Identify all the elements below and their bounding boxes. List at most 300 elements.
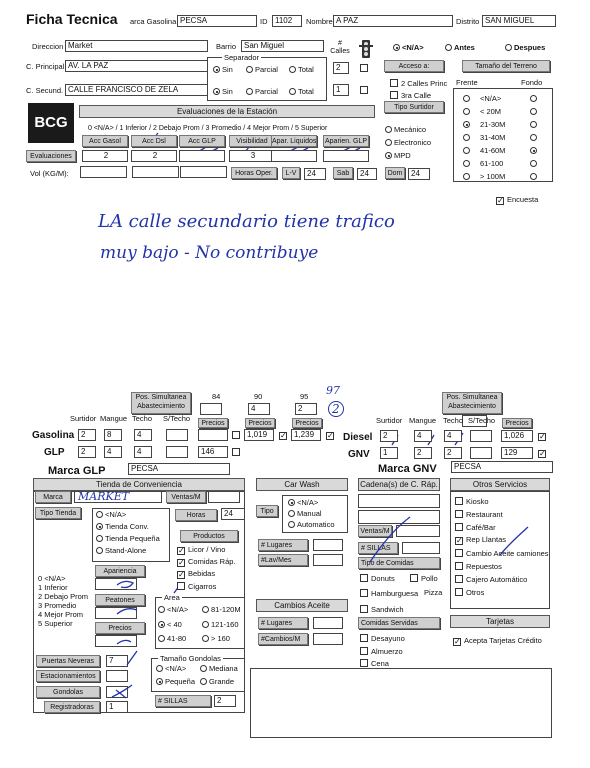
- barrio-field[interactable]: San Miguel: [241, 40, 324, 52]
- carwash-opt-0-text: <N/A>: [297, 498, 319, 507]
- cambios-aceite-title: Cambios Aceite: [256, 599, 348, 612]
- pos90-field[interactable]: 4: [248, 403, 270, 415]
- frente-radio-0[interactable]: [463, 95, 472, 103]
- estac-field[interactable]: [106, 670, 128, 682]
- ventas-field[interactable]: [208, 491, 240, 503]
- desayuno-check[interactable]: Desayuno: [360, 634, 405, 643]
- scale-label-3: 3 Promedio: [38, 601, 77, 610]
- diesel-field-1[interactable]: 4: [414, 430, 432, 442]
- sep2-sin[interactable]: Sin: [213, 88, 233, 96]
- productos-label: Productos: [180, 530, 238, 542]
- gondola-opt-3-text: Grande: [209, 677, 235, 686]
- fondo-radio-4[interactable]: [530, 147, 539, 155]
- producto-0-checkbox[interactable]: ✓: [178, 546, 185, 555]
- evaluaciones-row-label: Evaluaciones: [26, 150, 76, 162]
- area-opt-4[interactable]: [158, 635, 186, 643]
- otros-item-0-text: Kiosko: [466, 497, 489, 506]
- diesel-field-2[interactable]: 4: [444, 430, 462, 442]
- sep1-sin[interactable]: Sin: [213, 66, 233, 74]
- eval-field-0[interactable]: 2: [82, 150, 128, 162]
- handwritten-note-line2: muy bajo - No contribuye: [100, 243, 319, 263]
- otros-item-2-checkbox[interactable]: [455, 523, 463, 531]
- dom-field[interactable]: 24: [408, 168, 430, 180]
- fondo-radio-3[interactable]: [530, 134, 539, 142]
- tienda-opt-1-radio[interactable]: [96, 523, 103, 530]
- tam-gond-label: Tamaño Gondolas: [160, 654, 221, 663]
- precios-dsl-label: Precios: [502, 418, 532, 428]
- otros-item-5-checkbox[interactable]: [455, 562, 463, 570]
- acceso-button[interactable]: Acceso a:: [384, 60, 444, 72]
- pos-sim-dsl-label: Pos. Simultanea Abastecimiento: [442, 392, 502, 414]
- gondola-opt-3-radio[interactable]: [200, 678, 207, 685]
- gnv-field-0[interactable]: 1: [380, 447, 398, 459]
- tienda-opt-1[interactable]: [96, 523, 149, 531]
- diesel-label: Diesel: [343, 432, 373, 443]
- tienda-opt-0[interactable]: [96, 511, 126, 519]
- otros-item-6[interactable]: [455, 575, 527, 584]
- otros-item-6-checkbox[interactable]: [455, 575, 463, 583]
- fondo-radio-2[interactable]: [530, 121, 539, 129]
- distrito-field[interactable]: SAN MIGUEL: [482, 15, 556, 27]
- gondola-opt-1-text: Mediana: [209, 664, 238, 673]
- area-opt-3-radio[interactable]: [202, 621, 209, 628]
- area-opt-2-text: < 40: [167, 620, 182, 629]
- tienda-opt-3-radio[interactable]: [96, 547, 103, 554]
- size-label-0: <N/A>: [480, 94, 502, 103]
- sep2-parcial[interactable]: Parcial: [246, 88, 278, 96]
- vol-field-1[interactable]: [80, 166, 127, 178]
- diesel-field-3[interactable]: [470, 430, 492, 442]
- cw-lugares-field[interactable]: [313, 539, 343, 551]
- cadena-field-1[interactable]: [358, 494, 440, 508]
- price95-check[interactable]: ✓: [327, 431, 334, 440]
- glp-field-1[interactable]: 4: [104, 446, 122, 458]
- tamano-terreno-button[interactable]: Tamaño del Terreno: [462, 60, 550, 72]
- ventas-label: Ventas/M: [166, 491, 206, 503]
- producto-3-checkbox[interactable]: [177, 582, 185, 590]
- gnv-price-field[interactable]: 129: [501, 447, 533, 459]
- otros-item-4[interactable]: [455, 549, 549, 558]
- otros-item-7-checkbox[interactable]: [455, 588, 463, 596]
- carwash-opt-0-radio[interactable]: [288, 499, 295, 506]
- area-opt-5-text: > 160: [211, 634, 230, 643]
- peatones-label: Peatones: [95, 594, 145, 606]
- area-opt-2-radio[interactable]: [158, 621, 165, 628]
- gondola-opt-2[interactable]: [156, 678, 195, 686]
- esquinas-check[interactable]: 2 Calles Princ: [390, 79, 447, 88]
- traffic-light-icon: [359, 40, 373, 60]
- dsl-col-surtidor: Surtidor: [376, 416, 403, 425]
- encuesta-check[interactable]: ✓ Encuesta: [497, 195, 539, 205]
- acepta-tarjetas-check[interactable]: ✓ Acepta Tarjetas Crédito: [454, 636, 542, 646]
- frente-radio-4[interactable]: [463, 147, 472, 155]
- diesel-field-0[interactable]: 2: [380, 430, 398, 442]
- frente-radio-3[interactable]: [463, 134, 472, 142]
- oct95-label: 95: [300, 392, 309, 401]
- eval-col-1: Acc Dsl: [131, 135, 177, 147]
- precios-84-label: Precios: [198, 418, 228, 428]
- gondola-opt-1[interactable]: [200, 665, 238, 673]
- marca-gnv-field[interactable]: PECSA: [451, 461, 553, 473]
- hamburguesa-check[interactable]: Hamburguesa: [360, 589, 418, 598]
- cw-lugares-label: # Lugares: [258, 539, 308, 551]
- marca-gnv-label: Marca GNV: [378, 463, 437, 475]
- sep1-parcial[interactable]: Parcial: [246, 66, 278, 74]
- gasolina-field-0[interactable]: 2: [78, 429, 96, 441]
- gondola-opt-3[interactable]: [200, 678, 234, 686]
- tienda-precios-label: Precios: [95, 622, 145, 634]
- carwash-tipo-label: Tipo: [256, 505, 278, 517]
- cw-lav-label: #Lav/Mes: [258, 554, 308, 566]
- scale-label-1: 1 Inferior: [38, 583, 68, 592]
- cadena-ventas-field[interactable]: [396, 525, 440, 537]
- calles-field[interactable]: 2: [333, 62, 349, 74]
- cw-lav-field[interactable]: [313, 554, 343, 566]
- marca-glp-label: Marca GLP: [48, 465, 106, 477]
- otros-item-5-text: Repuestos: [466, 562, 502, 571]
- tipo-surtidor-button[interactable]: Tipo Surtidor: [384, 101, 444, 113]
- mecanico-radio[interactable]: Mecánico: [385, 126, 426, 134]
- eval-field-2[interactable]: [179, 150, 225, 162]
- otros-item-5[interactable]: [455, 562, 502, 571]
- area-opt-2[interactable]: [158, 621, 182, 629]
- eval-col-2: Acc GLP: [179, 135, 225, 147]
- size-label-3: 31-40M: [480, 133, 506, 142]
- apariencia-field[interactable]: [95, 578, 137, 590]
- producto-1-text: Comidas Ráp.: [188, 557, 236, 566]
- puertas-field[interactable]: 7: [106, 655, 128, 667]
- id-field[interactable]: 1102: [272, 15, 302, 27]
- lv-label: L-V: [282, 167, 300, 179]
- cprincipal-label: C. Principal: [26, 62, 65, 71]
- marca-gasolina-field[interactable]: PECSA: [177, 15, 257, 27]
- cadena-sillas-field[interactable]: [402, 542, 440, 554]
- scale-label-4: 4 Mejor Prom: [38, 610, 84, 619]
- pizza-label: Pizza: [424, 588, 443, 597]
- tienda-opt-3[interactable]: [96, 547, 146, 555]
- size-label-4: 41-60M: [480, 146, 506, 155]
- oct84-label: 84: [212, 392, 221, 401]
- area-opt-0-radio[interactable]: [158, 606, 165, 613]
- cadena-ventas-label: Ventas/M: [358, 525, 392, 537]
- apariencia-label: Apariencia: [95, 565, 145, 577]
- cambios-mes-label: #Cambios/M: [258, 633, 308, 645]
- glp-label: GLP: [44, 447, 65, 458]
- otros-item-1-text: Restaurant: [466, 510, 503, 519]
- dsl-col-mangue: Mangue: [409, 416, 437, 425]
- eval-field-1[interactable]: 2: [131, 150, 177, 162]
- direccion-field[interactable]: Market: [65, 40, 208, 52]
- gondola-opt-2-text: Pequeña: [165, 677, 196, 686]
- tienda-opt-3-text: Stand-Alone: [105, 546, 147, 555]
- tienda-opt-0-radio[interactable]: [96, 511, 103, 518]
- tipo-comidas-label: Tipo de Comidas: [358, 557, 440, 569]
- pos-sim-gas-label: Pos. Simultanea Abastecimiento: [131, 392, 191, 414]
- frente-label: Frente: [456, 78, 478, 87]
- area-opt-1-text: 81-120M: [211, 605, 241, 614]
- eval-col-0: Acc Gasol: [82, 135, 128, 147]
- pos84-field[interactable]: [200, 403, 222, 415]
- comments-box[interactable]: [250, 668, 552, 738]
- gas-col-surtidor: Surtidor: [70, 414, 97, 423]
- carwash-title: Car Wash: [256, 478, 348, 491]
- option-despues[interactable]: Despues: [505, 44, 545, 52]
- area-opt-0-text: <N/A>: [167, 605, 189, 614]
- id-label: ID: [260, 17, 268, 26]
- fondo-label: Fondo: [521, 78, 543, 87]
- otros-item-0[interactable]: [455, 497, 489, 506]
- option-antes[interactable]: Antes: [445, 44, 475, 52]
- cadena-sillas-label: # SILLAS: [358, 542, 398, 554]
- sep2-total[interactable]: Total: [289, 88, 314, 96]
- eval-col-5: Aparien. GLP: [323, 135, 369, 147]
- size-label-1: < 20M: [480, 107, 502, 116]
- gas-col-mangue: Mangue: [100, 414, 128, 423]
- dsl-price-check[interactable]: ✓: [539, 432, 546, 441]
- dsl-price-field[interactable]: 1,026: [501, 430, 533, 442]
- otros-item-3-text: Rep Llantas: [466, 535, 507, 544]
- tarjetas-title: Tarjetas: [450, 615, 550, 628]
- eval-field-3[interactable]: 3: [229, 150, 275, 162]
- price90-field[interactable]: 1,019: [244, 429, 274, 441]
- producto-2-checkbox[interactable]: ✓: [178, 570, 185, 579]
- gas-col-techo: Techo: [132, 414, 153, 423]
- cprincipal-field[interactable]: AV. LA PAZ: [65, 60, 208, 72]
- producto-3-text: Cigarros: [188, 582, 217, 591]
- pos97-handwritten: 2: [328, 401, 344, 417]
- precios-90-label: Precios: [245, 418, 275, 428]
- area-opt-3[interactable]: [202, 621, 239, 629]
- sab-label: Sab: [333, 167, 353, 179]
- area-opt-4-radio[interactable]: [158, 635, 165, 642]
- area-label: Area: [164, 593, 180, 602]
- carwash-opt-2[interactable]: [288, 521, 335, 529]
- bcg-logo: BCG: [28, 103, 74, 143]
- registradoras-field[interactable]: 1: [106, 701, 128, 713]
- producto-2-text: Bebidas: [188, 569, 216, 578]
- distrito-label: Distrito: [456, 17, 480, 26]
- direccion-label: Direccion: [32, 42, 64, 51]
- producto-0-text: Licor / Vino: [188, 545, 226, 554]
- calles-label: # Calles: [330, 40, 350, 55]
- gondolas-field[interactable]: [106, 686, 128, 698]
- size-label-6: > 100M: [480, 172, 506, 181]
- area-opt-0[interactable]: [158, 606, 188, 614]
- option-na-top[interactable]: <N/A>: [393, 44, 424, 52]
- area-opt-5-radio[interactable]: [202, 635, 209, 642]
- gnv-field-2[interactable]: 2: [444, 447, 462, 459]
- gondola-opt-2-radio[interactable]: [156, 678, 163, 685]
- dom-label: Dom: [385, 167, 405, 179]
- scale-label-5: 5 Superior: [38, 619, 73, 628]
- pollo-check[interactable]: Pollo: [410, 574, 438, 583]
- producto-3[interactable]: [177, 582, 216, 591]
- otros-item-6-text: Cajero Automático: [466, 575, 528, 584]
- nombre-label: Nombre: [306, 17, 333, 26]
- ca-lugares-field[interactable]: [313, 617, 343, 629]
- comidas-servidas-label: Comidas Servidas: [358, 617, 440, 629]
- otros-item-1-checkbox[interactable]: [455, 510, 463, 518]
- donuts-check[interactable]: Donuts: [360, 574, 395, 583]
- carwash-opt-1-radio[interactable]: [288, 510, 295, 517]
- size-label-2: 21-30M: [480, 120, 506, 129]
- tienda-sillas-label: # SILLAS: [155, 695, 211, 707]
- fondo-radio-0[interactable]: [530, 95, 539, 103]
- vol-field-2[interactable]: [132, 166, 179, 178]
- horas-field[interactable]: 24: [221, 508, 245, 520]
- electronico-radio[interactable]: Electronico: [385, 139, 431, 147]
- tienda-opt-2[interactable]: [96, 535, 160, 543]
- eval-col-4: Apar. Liquidos: [271, 135, 317, 147]
- tienda-precios-field[interactable]: [95, 635, 137, 647]
- registradoras-label: Registradoras: [44, 701, 100, 713]
- tienda-opt-0-text: <N/A>: [105, 510, 127, 519]
- otros-item-3[interactable]: [455, 536, 506, 545]
- size-label-5: 61-100: [480, 159, 504, 168]
- otros-item-4-checkbox[interactable]: [455, 549, 463, 557]
- fondo-radio-6[interactable]: [530, 173, 539, 181]
- frente-radio-6[interactable]: [463, 173, 472, 181]
- csecund-field[interactable]: CALLE FRANCISCO DE ZELA: [65, 84, 208, 96]
- cadena-title: Cadena(s) de C. Ráp.: [358, 478, 440, 491]
- gasolina-field-3[interactable]: [166, 429, 188, 441]
- sep1-total[interactable]: Total: [289, 66, 314, 74]
- tercera-check[interactable]: 3ra Calle: [390, 91, 431, 100]
- carwash-opt-2-text: Automatico: [297, 520, 335, 529]
- lv-field[interactable]: 24: [304, 168, 326, 180]
- fondo-radio-5[interactable]: [530, 160, 539, 168]
- marca-gasolina-label: arca Gasolina: [130, 17, 177, 26]
- eval-field-4[interactable]: [271, 150, 317, 162]
- price95-field[interactable]: 1,239: [291, 429, 321, 441]
- tienda-marca-handwritten: MARKET: [78, 490, 130, 503]
- carwash-opt-1[interactable]: [288, 510, 322, 518]
- fondo-radio-1[interactable]: [530, 108, 539, 116]
- gnv-field-3[interactable]: [470, 447, 492, 459]
- frente-radio-2[interactable]: [463, 121, 472, 129]
- gasolina-field-1[interactable]: 8: [104, 429, 122, 441]
- otros-item-2[interactable]: [455, 523, 496, 532]
- gnv-label: GNV: [348, 449, 370, 460]
- sandwich-check[interactable]: Sandwich: [360, 605, 404, 614]
- otros-item-3-checkbox[interactable]: ✓: [456, 536, 463, 545]
- gondolas-label: Gondolas: [36, 686, 100, 698]
- marca-glp-field[interactable]: PECSA: [128, 463, 230, 475]
- gasolina-field-2[interactable]: 4: [134, 429, 152, 441]
- tienda-opt-1-text: Tienda Conv.: [105, 522, 149, 531]
- oct97-handwritten: 97: [326, 384, 340, 397]
- barrio-label: Barrio: [216, 42, 237, 51]
- gnv-field-1[interactable]: 2: [414, 447, 432, 459]
- eval-field-5[interactable]: [323, 150, 369, 162]
- area-opt-1[interactable]: [202, 606, 241, 614]
- cena-check[interactable]: Cena: [360, 659, 389, 668]
- area-opt-4-text: 41-80: [167, 634, 187, 643]
- gasolina-label: Gasolina: [32, 430, 75, 441]
- price90-check[interactable]: ✓: [280, 431, 287, 440]
- csecund-label: C. Secund.: [26, 86, 64, 95]
- otros-item-0-checkbox[interactable]: [455, 497, 463, 505]
- tienda-title: Tienda de Conveniencia: [33, 478, 245, 491]
- glp-field-3[interactable]: [166, 446, 188, 458]
- glp-price-field[interactable]: 146: [198, 446, 228, 458]
- tienda-opt-2-radio[interactable]: [96, 535, 103, 542]
- pos95-field[interactable]: 2: [295, 403, 317, 415]
- price84-field[interactable]: [198, 429, 228, 441]
- gondola-opt-0-text: <N/A>: [165, 664, 187, 673]
- gondola-opt-0-radio[interactable]: [156, 665, 163, 672]
- tipo-tienda-button[interactable]: Tipo Tienda: [35, 507, 81, 519]
- oct90-label: 90: [254, 392, 263, 401]
- nombre-field[interactable]: A PAZ: [333, 15, 453, 27]
- horas-oper-label: Horas Oper.: [231, 167, 277, 179]
- carwash-opt-2-radio[interactable]: [288, 521, 295, 528]
- gas-col-stecho: S/Techo: [163, 414, 191, 423]
- dsl-col-stecho: S/Techo: [468, 416, 496, 425]
- scale-label-2: 2 Debajo Prom: [38, 592, 89, 601]
- dsl-col-techo: Techo: [443, 416, 464, 425]
- horas-label: Horas: [175, 509, 217, 521]
- carwash-opt-1-text: Manual: [297, 509, 322, 518]
- producto-0[interactable]: [177, 546, 225, 555]
- otros-item-7[interactable]: [455, 588, 484, 597]
- evaluaciones-scale: 0 <N/A> / 1 Inferior / 2 Debajo Prom / 3 Promedio / 4 Mejor Prom / 5 Superior: [88, 125, 328, 132]
- gondola-opt-0[interactable]: [156, 665, 186, 673]
- producto-1-checkbox[interactable]: ✓: [178, 558, 185, 567]
- glp-field-0[interactable]: 2: [78, 446, 96, 458]
- estac-label: Estacionamientos: [36, 670, 100, 682]
- price84-check[interactable]: [232, 431, 243, 440]
- area-opt-1-radio[interactable]: [202, 606, 209, 613]
- glp-field-2[interactable]: 4: [134, 446, 152, 458]
- tienda-sillas-field[interactable]: 2: [214, 695, 236, 707]
- page-title: Ficha Tecnica: [26, 11, 118, 27]
- gondola-opt-1-radio[interactable]: [200, 665, 207, 672]
- cambios-mes-field[interactable]: [313, 633, 343, 645]
- mpd-radio[interactable]: MPD: [385, 152, 411, 160]
- cadena-field-2[interactable]: [358, 510, 440, 524]
- area-opt-5[interactable]: [202, 635, 230, 643]
- carwash-opt-0[interactable]: [288, 499, 318, 507]
- sep2-field[interactable]: 1: [333, 84, 349, 96]
- glp-price-check[interactable]: [232, 448, 243, 457]
- puertas-label: Puertas Neveras: [36, 655, 100, 667]
- scale-label-0: 0 <N/A>: [38, 574, 66, 583]
- producto-2[interactable]: [177, 570, 215, 579]
- otros-title: Otros Servicios: [450, 478, 550, 491]
- frente-radio-1[interactable]: [463, 108, 472, 116]
- peatones-field[interactable]: [95, 607, 137, 619]
- calles-check[interactable]: [360, 64, 371, 73]
- otros-item-1[interactable]: [455, 510, 503, 519]
- area-opt-3-text: 121-160: [211, 620, 239, 629]
- separador-label: Separador: [224, 53, 260, 62]
- tienda-marca-label: Marca: [35, 491, 71, 503]
- almuerzo-check[interactable]: Almuerzo: [360, 647, 403, 656]
- vol-field-3[interactable]: [180, 166, 227, 178]
- gnv-price-check[interactable]: ✓: [539, 449, 546, 458]
- tienda-opt-2-text: Tienda Pequeña: [105, 534, 160, 543]
- sep2-check[interactable]: [360, 86, 371, 95]
- producto-1[interactable]: [177, 558, 236, 567]
- sab-field[interactable]: 24: [357, 168, 377, 180]
- evaluaciones-title: Evaluaciones de la Estación: [79, 105, 375, 118]
- otros-item-4-text: Cambio Aceite camiones: [466, 549, 549, 558]
- eval-col-3: Visibilidad: [229, 135, 275, 147]
- frente-radio-5[interactable]: [463, 160, 472, 168]
- handwritten-note-line1: LA calle secundario tiene trafico: [98, 211, 395, 232]
- ca-lugares-label: # Lugares: [258, 617, 308, 629]
